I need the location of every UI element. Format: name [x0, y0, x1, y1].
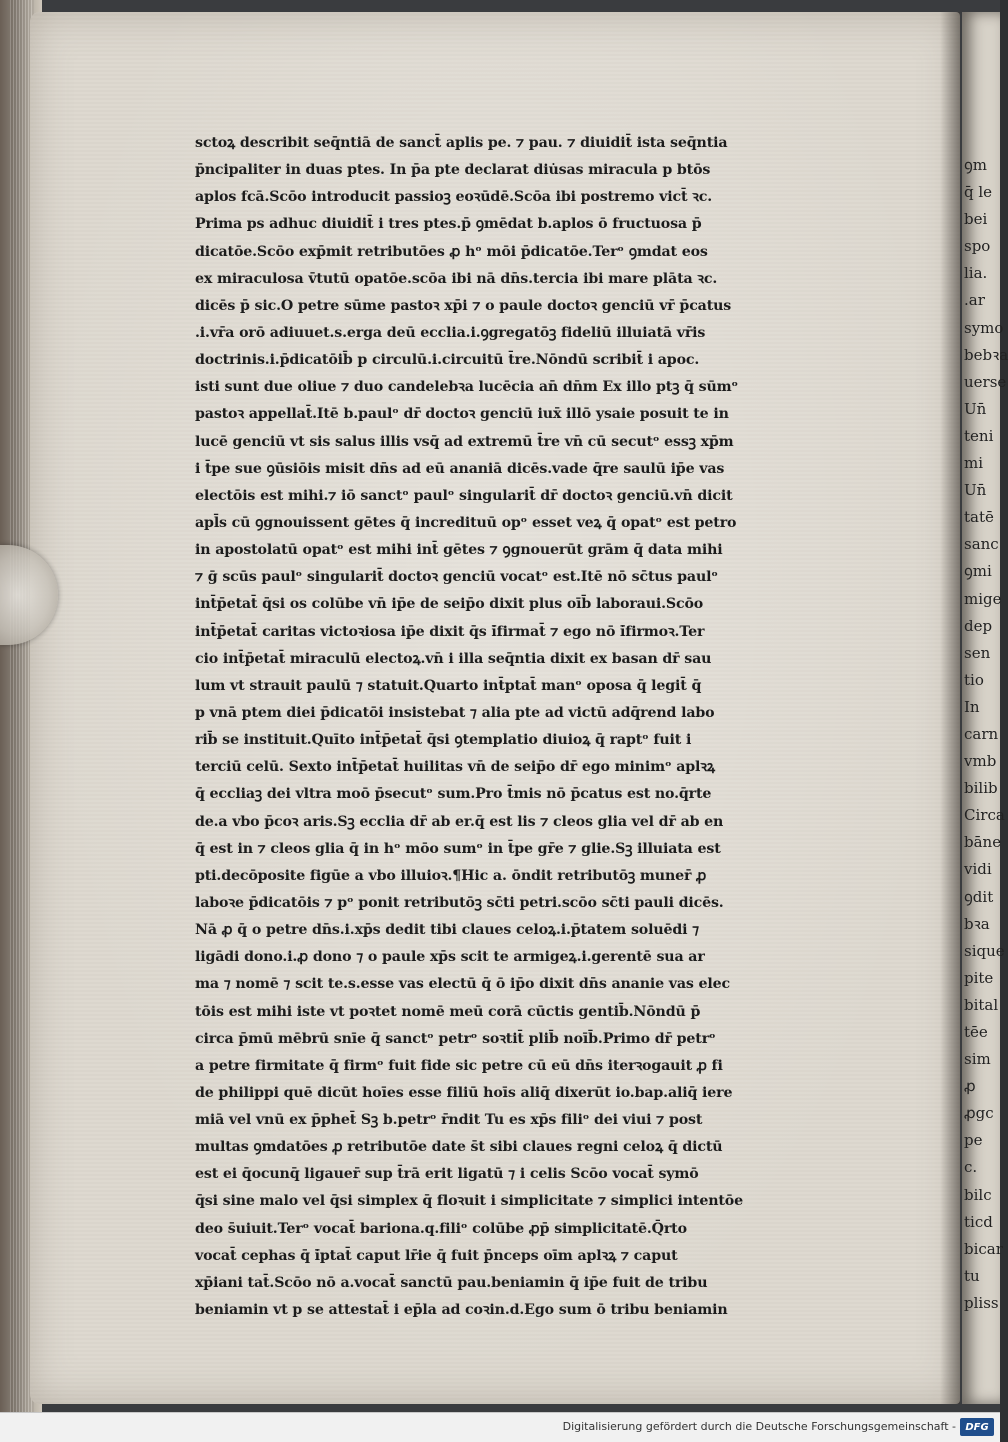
facing-page-fragment: lia.: [964, 264, 988, 283]
text-line: p̄ncipaliter in duas ptes. In p̄a pte declarat diu̇sas miracula p btōs: [195, 162, 711, 179]
text-line: p vnā ptem diei p̄dicatōi insistebat ⁊ alia pte ad victū adq̄rend labo: [195, 704, 715, 721]
text-line: xp̄iani tat̄.Scōo nō a.vocat̄ sanctū pau.beniamin q̄ ip̄e fuit de tribu: [195, 1274, 708, 1291]
facing-page-fragment: tēe: [964, 1023, 988, 1041]
facing-page-fragment: Un̄: [964, 399, 987, 418]
text-line: ⁊ ḡ scūs paulᵒ singularit̄ doctoꝛ genciū vocatᵒ est.Itē nō sc̄tus paulᵒ: [195, 569, 718, 586]
facing-page-fragment: bicar: [964, 1239, 1003, 1258]
text-line: in apostolatū opatᵒ est mihi int̄ gētes ⁊ ꝯgnouerūt grām q̄ data mihi: [195, 542, 723, 559]
text-line: est ei q̄ocunq̄ ligauer̄ sup t̄rā erit ligatū ⁊ i celis Scōo vocat̄ symō: [195, 1166, 699, 1183]
text-line: a petre firmitate q̄ firmᵒ fuit fide sic petre cū eū dn̄s iterꝛogauit ꝓ fi: [195, 1057, 723, 1074]
facing-page-fragment: sique: [964, 941, 1005, 960]
text-line: lucē genciū vt sis salus illis vsq̄ ad extremū t̄re vn̄ cū secutᵒ essꝫ xp̄m: [195, 433, 734, 450]
digitization-credit: Digitalisierung gefördert durch die Deutsche Forschungsgemeinschaft -: [562, 1420, 956, 1433]
facing-page-fragment: Un̄: [964, 481, 987, 500]
facing-page-fragment: vidi: [964, 860, 992, 879]
text-line: miā vel vnū ex p̄phet̄ Sꝫ b.petrᵒ r̄ndit Tu es xp̄s filiᵒ dei viui ⁊ post: [195, 1112, 703, 1129]
facing-page-fragment: .ar: [964, 291, 985, 310]
text-line: Nā ꝓ q̄ o petre dn̄s.i.xp̄s dedit tibi claues celoꝝ.i.p̄tatem soluēdi ⁊: [195, 922, 700, 939]
facing-page-fragment: ꝯmi: [964, 562, 992, 581]
facing-page-fragment: ꝯm: [964, 156, 988, 174]
facing-page-fragment: tatē: [964, 508, 994, 527]
facing-page-fragment: Circa: [964, 806, 1005, 825]
text-line: sctoꝝ describit seq̄ntiā de sanct̄ aplis pe. ⁊ pau. ⁊ diuidit̄ ista seq̄ntia: [195, 135, 728, 151]
facing-page-fragment: symo: [964, 318, 1004, 337]
facing-page-fragment: q̄ le: [964, 183, 993, 202]
facing-page-text-fragments: [964, 152, 1008, 1317]
text-line: ligādi dono.i.ꝓ dono ⁊ o paule xp̄s scit te armigeꝝ.i.gerentē sua ar: [195, 949, 705, 966]
facing-page-fragment: uerse: [964, 372, 1007, 391]
facing-page-fragment: bꝛa: [964, 914, 990, 933]
facing-page-fragment: pe: [964, 1131, 983, 1150]
text-line: multas ꝯmdatōes ꝓ retributōe date s̄t sibi claues regni celoꝝ q̄ dictū: [195, 1139, 723, 1156]
facing-page-fragment: vmb: [964, 752, 997, 771]
text-line: electōis est mihi.⁊ iō sanctᵒ paulᵒ singularit̄ dr̄ doctoꝛ genciū.vn̄ dicit: [195, 487, 733, 504]
facing-page-fragment: ꝓgc: [964, 1104, 994, 1123]
dfg-logo[interactable]: DFG: [960, 1418, 994, 1436]
text-line: isti sunt due oliue ⁊ duo candelebꝛa lucēcia an̄ dn̄m Ex illo ptꝫ q̄ sūmᵒ: [195, 379, 738, 396]
text-line: int̄p̄etat̄ caritas victoꝛiosa ip̄e dixit q̄s i̇̄firmat̄ ⁊ ego nō i̇̄firmoꝛ.Ter: [195, 623, 705, 640]
facing-page-fragment: In: [964, 697, 980, 716]
facing-page-fragment: pite: [964, 968, 994, 987]
facing-page-fragment: sim: [964, 1050, 991, 1069]
incunable-text-block: [195, 130, 920, 1324]
facing-page-fragment: tio: [964, 670, 984, 689]
page-gutter-shadow: [940, 12, 960, 1404]
text-line: rib̄ se instituit.Quīto int̄p̄etat̄ q̄si ꝯtemplatio diuioꝝ q̄ raptᵒ fuit i: [195, 732, 692, 749]
facing-page-fragment: bei: [964, 210, 988, 229]
facing-page-fragment: pliss: [964, 1293, 999, 1312]
text-line: q̄ eccliaꝫ dei vltra moō p̄secutᵒ sum.Pro t̄mis nō p̄catus est no.q̄rte: [195, 786, 712, 803]
text-line: circa p̄mū mēbrū snīe q̄ sanctᵒ petrᵒ soꝛtit̄ plib̄ noīb̄.Primo dr̄ petrᵒ: [195, 1030, 716, 1047]
text-line: laboꝛe p̄dicatōis ⁊ pᵒ ponit retributōꝫ sc̄ti petri.scōo sc̄ti pauli dicēs.: [195, 894, 724, 911]
text-line: pastoꝛ appellat̄.Itē b.paulᵒ dr̄ doctoꝛ genciū iux̄ illō ysaie posuit te in: [195, 406, 729, 423]
text-line: dicēs p̄ sic.O petre sūme pastoꝛ xp̄i ⁊ o paule doctoꝛ genciū vr̄ p̄catus: [195, 297, 732, 314]
text-line: terciū celū. Sexto int̄p̄etat̄ huilitas vn̄ de seip̄o dr̄ ego minimᵒ aplꝛꝝ: [195, 759, 715, 776]
text-line: dicatōe.Scōo exp̄mit retributōes ꝓ hᵒ mōi p̄dicatōe.Terᵒ ꝯmdat eos: [195, 243, 708, 260]
facing-page-recto-edge: [962, 12, 1008, 1404]
text-line: Prima ps adhuc diuidit̄ i tres ptes.p̄ ꝯmēdat b.aplos ō fructuosa p̄: [195, 216, 702, 233]
text-line: de.a vbo p̄coꝛ aris.Sꝫ ecclia dr̄ ab er.q̄ est lis ⁊ cleos glia vel dr̄ ab en: [195, 813, 724, 830]
facing-page-fragment: spo: [964, 237, 991, 256]
facing-page-fragment: bāne: [964, 833, 1002, 852]
text-line: ma ⁊ nomē ⁊ scit te.s.esse vas electū q̄ ō ip̄o dixit dn̄s ananie vas elec: [195, 976, 731, 993]
text-line: doctrinis.i.p̄dicatōib̄ p circulū.i.circuitū t̄re.Nōndū scribit̄ i apoc.: [195, 352, 700, 369]
text-line: apl̄s cū ꝯgnouissent gētes q̄ incredituū opᵒ esset veꝝ q̄ opatᵒ est petro: [195, 514, 737, 531]
facing-page-fragment: dep: [964, 616, 993, 635]
facing-page-fragment: teni: [964, 426, 994, 445]
facing-page-fragment: bital: [964, 995, 999, 1014]
facing-page-fragment: c.: [964, 1158, 978, 1177]
text-line: de philippi quē dicūt hoīes esse filiū hoīs aliq̄ dixerūt io.bap.aliq̄ iere: [195, 1084, 733, 1101]
text-line: int̄p̄etat̄ q̄si os colūbe vn̄ ip̄e de seip̄o dixit plus oīb̄ laboraui.Scōo: [195, 596, 704, 613]
facing-page-fragment: ticd: [964, 1212, 993, 1231]
text-line: pti.decōposite figūe a vbo illuioꝛ.¶Hic a. ōndit retributōꝫ muner̄ ꝓ: [195, 867, 707, 884]
text-line: vocat̄ cephas q̄ i̇̄ptat̄ caput lr̄ie q̄ fuit p̄nceps oīm aplꝛꝝ ⁊ caput: [195, 1247, 678, 1264]
text-line: aplos fcā.Scōo introducit passioꝫ eoꝛūdē.Scōa ibi postremo vict̄ ꝛc.: [195, 189, 712, 206]
facing-page-fragment: bilc: [964, 1185, 992, 1204]
facing-page-fragment: mige: [964, 589, 1002, 608]
facing-page-fragment: sanc: [964, 535, 999, 554]
text-line: deo s̄uiuit.Terᵒ vocat̄ bariona.q.filiᵒ colūbe ꝓp̄ simplicitatē.Q̄rto: [195, 1220, 687, 1237]
text-line: cio int̄p̄etat̄ miraculū electoꝝ.vn̄ i illa seq̄ntia dixit ex basan dr̄ sau: [195, 650, 712, 667]
facing-page-fragment: carn: [964, 724, 999, 743]
text-line: lum vt strauit paulū ⁊ statuit.Quarto int̄ptat̄ manᵒ oposa q̄ legit̄ q̄: [195, 677, 702, 694]
facing-page-fragment: bebꝛa: [964, 345, 1008, 364]
facing-page-fragment: mi: [964, 454, 984, 473]
text-line: beniamin vt p se attestat̄ i ep̄la ad coꝛin.d.Ego sum ō tribu beniamin: [195, 1302, 728, 1319]
facing-page-fragment: tu: [964, 1266, 980, 1285]
facing-page-fragment: ꝓ: [964, 1077, 976, 1096]
footer-bar: [0, 1412, 1000, 1442]
text-line: .i.vr̄a orō adiuuet.s.erga deū ecclia.i.ꝯgregatōꝫ fideliū illuiatā vr̄is: [195, 324, 706, 341]
text-line: q̄si sine malo vel q̄si simplex q̄ floꝛuit i simplicitate ⁊ simplici intentōe: [195, 1193, 743, 1210]
text-line: tōis est mihi iste vt poꝛtet nomē meū corā cūctis gentib̄.Nōndū p̄: [195, 1003, 701, 1020]
text-line: q̄ est in ⁊ cleos glia q̄ in hᵒ mōo sumᵒ in t̄pe gr̄e ⁊ glie.Sꝫ illuiata est: [195, 840, 721, 857]
facing-page-fragment: bilib: [964, 779, 998, 798]
facing-page-fragment: ꝯdit: [964, 887, 994, 906]
facing-page-fragment: sen: [964, 643, 991, 662]
text-line: ex miraculosa v̄tutū opatōe.scōa ibi nā dn̄s.tercia ibi mare plāta ꝛc.: [195, 270, 718, 287]
text-line: i t̄pe sue ꝯūsiōis misit dn̄s ad eū ananiā dicēs.vade q̄re saulū ip̄e vas: [195, 460, 725, 477]
